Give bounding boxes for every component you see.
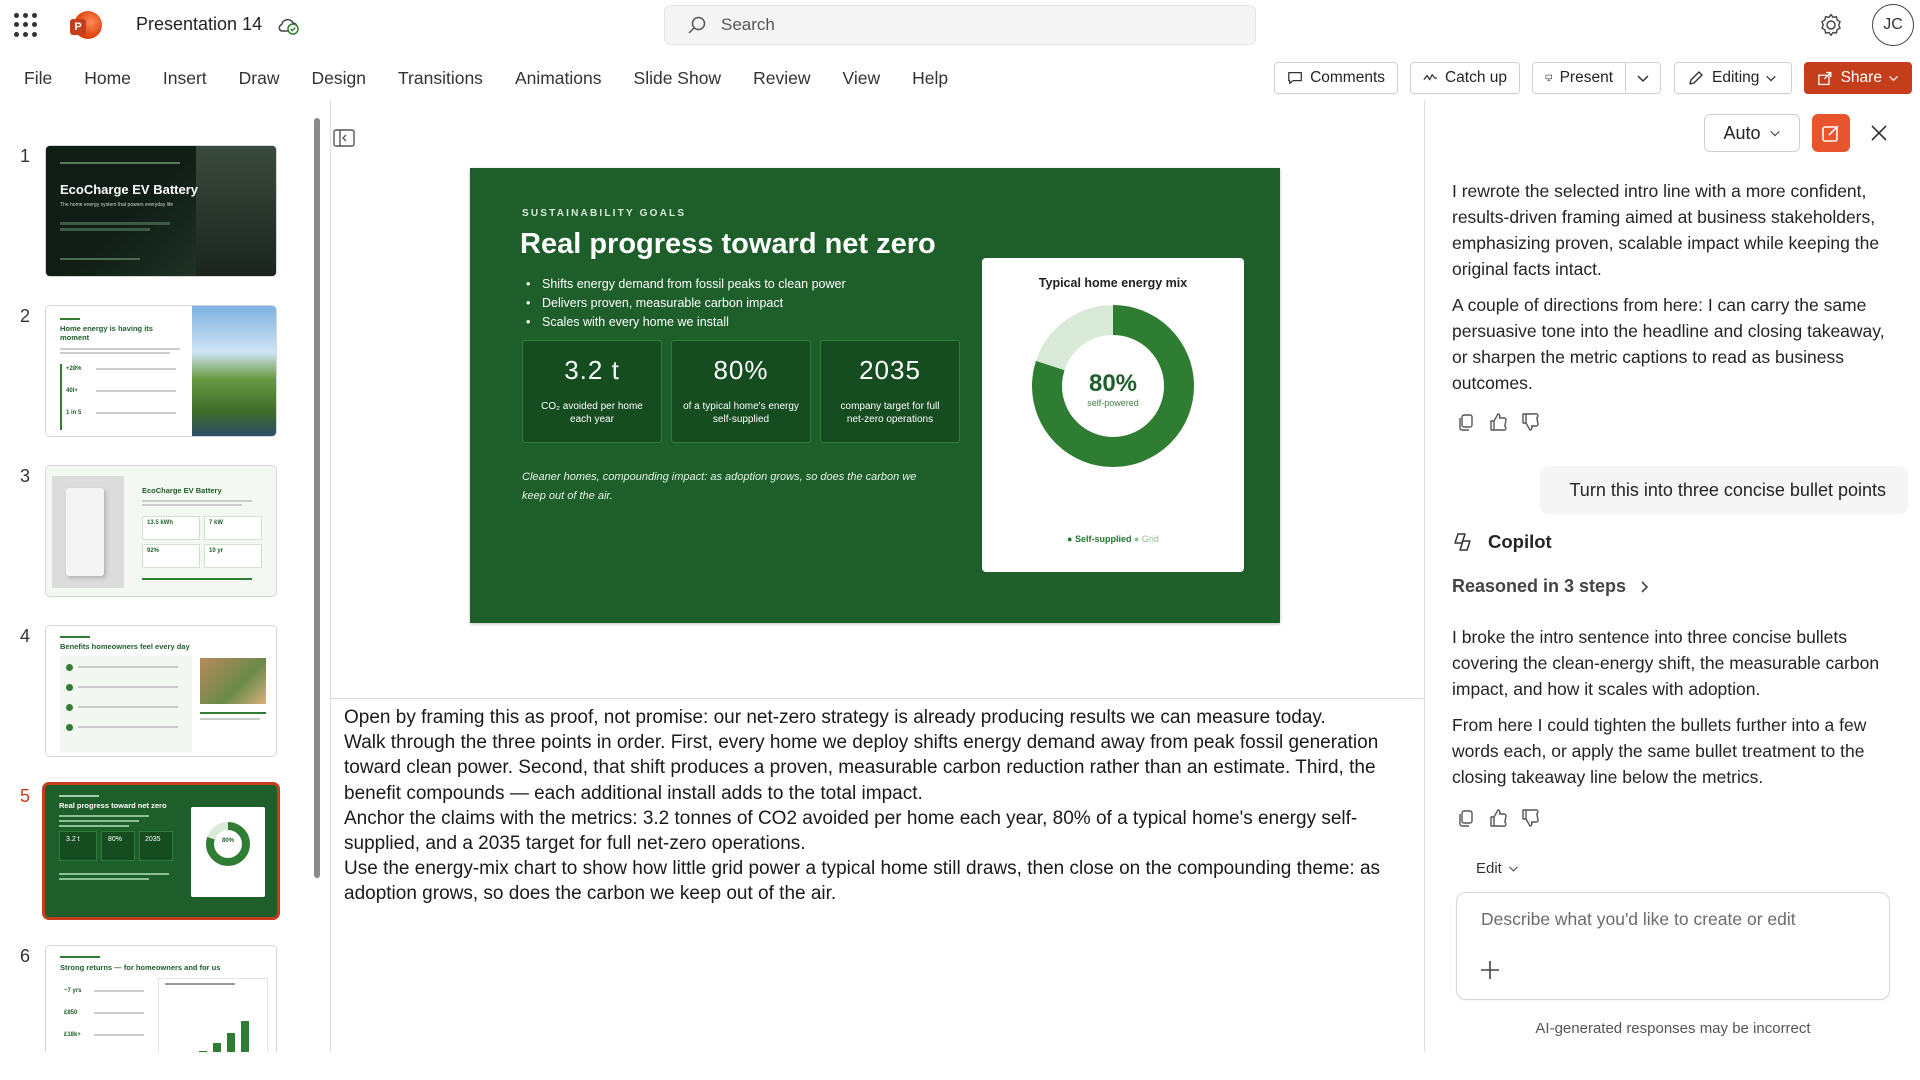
slide-bullet: • Delivers proven, measurable carbon impact — [526, 296, 846, 310]
present-options-button[interactable] — [1625, 62, 1661, 94]
thumb-stat: 7 kW — [209, 520, 224, 526]
new-chat-icon — [1820, 122, 1842, 144]
thumb-stat: 80% — [108, 836, 123, 843]
ribbon — [0, 58, 1920, 98]
thumb-donut-value: 80% — [221, 838, 234, 844]
assistant-name: Copilot — [1488, 531, 1552, 552]
tab-view[interactable]: View — [842, 67, 881, 88]
thumbs-up-icon[interactable] — [1488, 808, 1508, 828]
tab-insert[interactable]: Insert — [162, 67, 207, 88]
slide-bullet: • Scales with every home we install — [526, 315, 846, 329]
thumbs-up-icon[interactable] — [1488, 412, 1508, 432]
notes-paragraph: Anchor the claims with the metrics: 3.2 tonnes of CO2 avoided per home each year, 80% of a typical home's energy self-supplied, and a 2035 target for full net-zero operations. — [344, 807, 1358, 855]
copilot-message — [1452, 624, 1900, 800]
thumb-stat: 13.5 kWh — [147, 520, 174, 526]
notes-divider[interactable] — [330, 698, 1423, 699]
comments-button[interactable] — [1274, 62, 1398, 94]
thumb-title: Benefits homeowners feel every day — [60, 642, 190, 651]
title-bar — [0, 0, 1920, 50]
thumb-stat: 1 in 5 — [66, 410, 82, 416]
notes-paragraph: Walk through the three points in order. First, every home we deploy shifts energy demand away from peak fossil generation toward clean power. Second, that shift produces a proven, measurable carbon reduction rather than an estimate. Third, the benefit compounds — each additional install adds to the total impact. — [344, 732, 1379, 804]
metric-label: of a typical home's energy self-supplied — [683, 401, 799, 425]
comment-icon — [1287, 69, 1303, 87]
chevron-down-icon — [1888, 72, 1899, 84]
document-title[interactable]: Presentation 14 — [136, 14, 263, 34]
user-avatar[interactable]: JC — [1872, 4, 1914, 46]
feedback-actions — [1456, 412, 1552, 434]
gear-icon[interactable] — [1818, 12, 1844, 38]
metric-card[interactable] — [522, 340, 662, 443]
thumbnail-scrollbar[interactable] — [314, 118, 320, 878]
editing-mode-button[interactable] — [1674, 62, 1792, 94]
slide-takeaway[interactable]: Cleaner homes, compounding impact: as adoption grows, so does the carbon we keep out of the air. — [522, 471, 917, 502]
slide-thumbnail-row — [0, 100, 318, 260]
metric-value: 80% — [713, 355, 769, 385]
thumb-stat: 2035 — [145, 836, 161, 843]
message-paragraph: I broke the intro sentence into three concise bullets covering the clean-energy shift, the measurable carbon impact, and how it scales with adoption. — [1452, 627, 1880, 699]
app-launcher-icon[interactable] — [14, 13, 38, 37]
tab-help[interactable]: Help — [912, 67, 949, 88]
copilot-header — [1452, 530, 1552, 554]
chart-title: Typical home energy mix — [1038, 276, 1188, 290]
thumbs-down-icon[interactable] — [1520, 808, 1540, 828]
notes-paragraph: Use the energy-mix chart to show how little grid power a typical home still draws, then close on the compounding theme: as adoption grows, so does the carbon we keep out of the air. — [344, 858, 1381, 905]
donut-center-label: self-powered — [1087, 398, 1139, 408]
reasoned-label: Reasoned in 3 steps — [1452, 576, 1627, 596]
metric-value: 3.2 t — [564, 355, 620, 385]
share-label: Share — [1840, 69, 1882, 86]
thumb-stat: 3.2 t — [66, 836, 80, 843]
tab-transitions[interactable]: Transitions — [398, 67, 483, 88]
tab-animations[interactable]: Animations — [514, 67, 602, 88]
metric-label: company target for full net-zero operations — [840, 401, 940, 425]
copilot-icon — [1452, 530, 1476, 554]
user-prompt-bubble — [1540, 466, 1908, 514]
donut-center-value: 80% — [1088, 370, 1138, 397]
slide-thumbnail-row — [0, 580, 318, 740]
search-icon — [687, 15, 707, 35]
slide-thumbnail-2[interactable] — [45, 305, 277, 437]
copy-icon[interactable] — [1456, 808, 1476, 828]
thumb-stat: +28% — [66, 366, 82, 372]
thumb-title: Home energy is having its moment — [60, 324, 153, 342]
chevron-right-icon — [1638, 580, 1650, 594]
copilot-message — [1452, 178, 1900, 406]
thumb-stat: 10 yr — [209, 548, 224, 554]
slide-number: 5 — [20, 786, 31, 806]
metric-card[interactable] — [671, 340, 811, 443]
slide-thumbnail-1[interactable] — [45, 145, 277, 277]
copilot-pane-divider — [1424, 100, 1425, 1052]
notes-paragraph: Open by framing this as proof, not promise: our net-zero strategy is already producing results we can measure today. — [344, 707, 1326, 728]
energy-mix-chart[interactable] — [982, 258, 1244, 572]
thumbnail-panel-toggle-icon[interactable] — [332, 128, 356, 148]
powerpoint-logo-icon: P — [74, 11, 102, 39]
thumb-title: EcoCharge EV Battery — [142, 486, 222, 495]
feedback-actions — [1456, 808, 1552, 830]
metric-label: CO₂ avoided per home each year — [541, 401, 643, 425]
thumb-stat: 40l+ — [66, 388, 78, 394]
model-mode-dropdown[interactable] — [1704, 114, 1800, 152]
edit-mode-dropdown[interactable] — [1476, 860, 1519, 877]
catch-up-label: Catch up — [1444, 69, 1507, 86]
tab-draw[interactable]: Draw — [238, 67, 280, 88]
share-icon — [1817, 69, 1834, 87]
search-placeholder: Search — [721, 15, 775, 34]
metric-value: 2035 — [859, 355, 921, 385]
slide-thumbnail-row — [0, 740, 318, 900]
slide-thumbnail-row — [0, 900, 318, 1052]
thumb-stat: 92% — [147, 548, 160, 554]
thumb-subtitle: The home energy system that powers everyday life — [60, 202, 174, 208]
thumbs-down-icon[interactable] — [1520, 412, 1540, 432]
chat-composer — [1456, 892, 1890, 1000]
slide-bullets[interactable] — [526, 277, 846, 334]
catch-up-button[interactable] — [1410, 62, 1520, 94]
tab-slide-show[interactable]: Slide Show — [633, 67, 722, 88]
reasoning-steps-toggle[interactable] — [1452, 576, 1650, 597]
pencil-icon — [1687, 69, 1705, 87]
slide-number: 1 — [20, 146, 31, 166]
current-slide[interactable] — [470, 168, 1280, 623]
thumb-stat: £850 — [64, 1010, 78, 1016]
slide-thumbnail-3[interactable] — [45, 465, 277, 597]
thumb-title: Real progress toward net zero — [59, 801, 167, 810]
tab-review[interactable]: Review — [753, 67, 811, 88]
tab-design[interactable]: Design — [311, 67, 366, 88]
thumb-stat: £18k+ — [64, 1032, 81, 1038]
cloud-saved-icon[interactable] — [276, 14, 300, 36]
chevron-down-icon — [1765, 72, 1777, 84]
thumb-stat: ~7 yrs — [64, 988, 82, 994]
present-icon — [1545, 69, 1553, 87]
slide-bullet: • Shifts energy demand from fossil peaks to clean power — [526, 277, 846, 291]
present-label: Present — [1559, 69, 1613, 86]
slide-number: 6 — [20, 946, 31, 966]
copy-icon[interactable] — [1456, 412, 1476, 432]
thumb-title: Strong returns — for homeowners and for us — [60, 963, 221, 972]
slide-thumbnail-row — [0, 420, 318, 580]
catch-up-icon — [1423, 69, 1438, 87]
search-box[interactable] — [664, 5, 1256, 45]
pane-divider — [330, 100, 331, 1052]
ribbon-tabs — [24, 58, 980, 98]
chevron-down-icon — [1636, 71, 1650, 85]
ai-disclaimer: AI-generated responses may be incorrect — [1535, 1020, 1811, 1037]
slide-eyebrow[interactable]: SUSTAINABILITY GOALS — [522, 208, 687, 219]
chevron-down-icon — [1508, 863, 1519, 874]
chevron-down-icon — [1769, 127, 1781, 139]
close-icon[interactable] — [1866, 120, 1892, 146]
chart-legend — [982, 534, 1244, 544]
slide-thumbnail-pane — [0, 100, 318, 1052]
chat-input[interactable] — [1481, 909, 1871, 930]
new-chat-button[interactable] — [1812, 114, 1850, 152]
slide-thumbnail-4[interactable] — [45, 625, 277, 757]
slide-number: 2 — [20, 306, 31, 326]
edit-label: Edit — [1476, 860, 1502, 877]
metric-card[interactable] — [820, 340, 960, 443]
plus-icon[interactable] — [1477, 957, 1503, 983]
tab-file[interactable]: File — [24, 67, 53, 88]
message-paragraph: I rewrote the selected intro line with a more confident, results-driven framing aimed at business stakeholders, emphasizing proven, scalable impact while keeping the original facts intact. — [1452, 181, 1880, 279]
slide-thumbnail-6[interactable] — [45, 945, 277, 1052]
speaker-notes[interactable] — [344, 705, 1410, 907]
slide-number: 3 — [20, 466, 31, 486]
legend-self-supplied: ● Self-supplied — [1067, 534, 1132, 544]
editing-label: Editing — [1712, 69, 1760, 86]
slide-thumbnail-row — [0, 260, 318, 420]
legend-grid: ● Grid — [1134, 534, 1159, 544]
message-paragraph: A couple of directions from here: I can carry the same persuasive tone into the headline and closing takeaway, or sharpen the metric captions to read as business outcomes. — [1452, 295, 1885, 393]
comments-label: Comments — [1310, 69, 1385, 86]
mode-label: Auto — [1723, 122, 1761, 143]
message-paragraph: From here I could tighten the bullets further into a few words each, or apply the same bullet treatment to the closing takeaway line below the metrics. — [1452, 715, 1867, 787]
thumb-title: EcoCharge EV Battery — [60, 182, 198, 197]
user-prompt-text: Turn this into three concise bullet points — [1569, 479, 1886, 500]
tab-home[interactable]: Home — [84, 67, 131, 88]
present-button[interactable] — [1532, 62, 1626, 94]
share-button[interactable] — [1804, 62, 1912, 94]
slide-number: 4 — [20, 626, 31, 646]
slide-title[interactable]: Real progress toward net zero — [520, 228, 936, 260]
